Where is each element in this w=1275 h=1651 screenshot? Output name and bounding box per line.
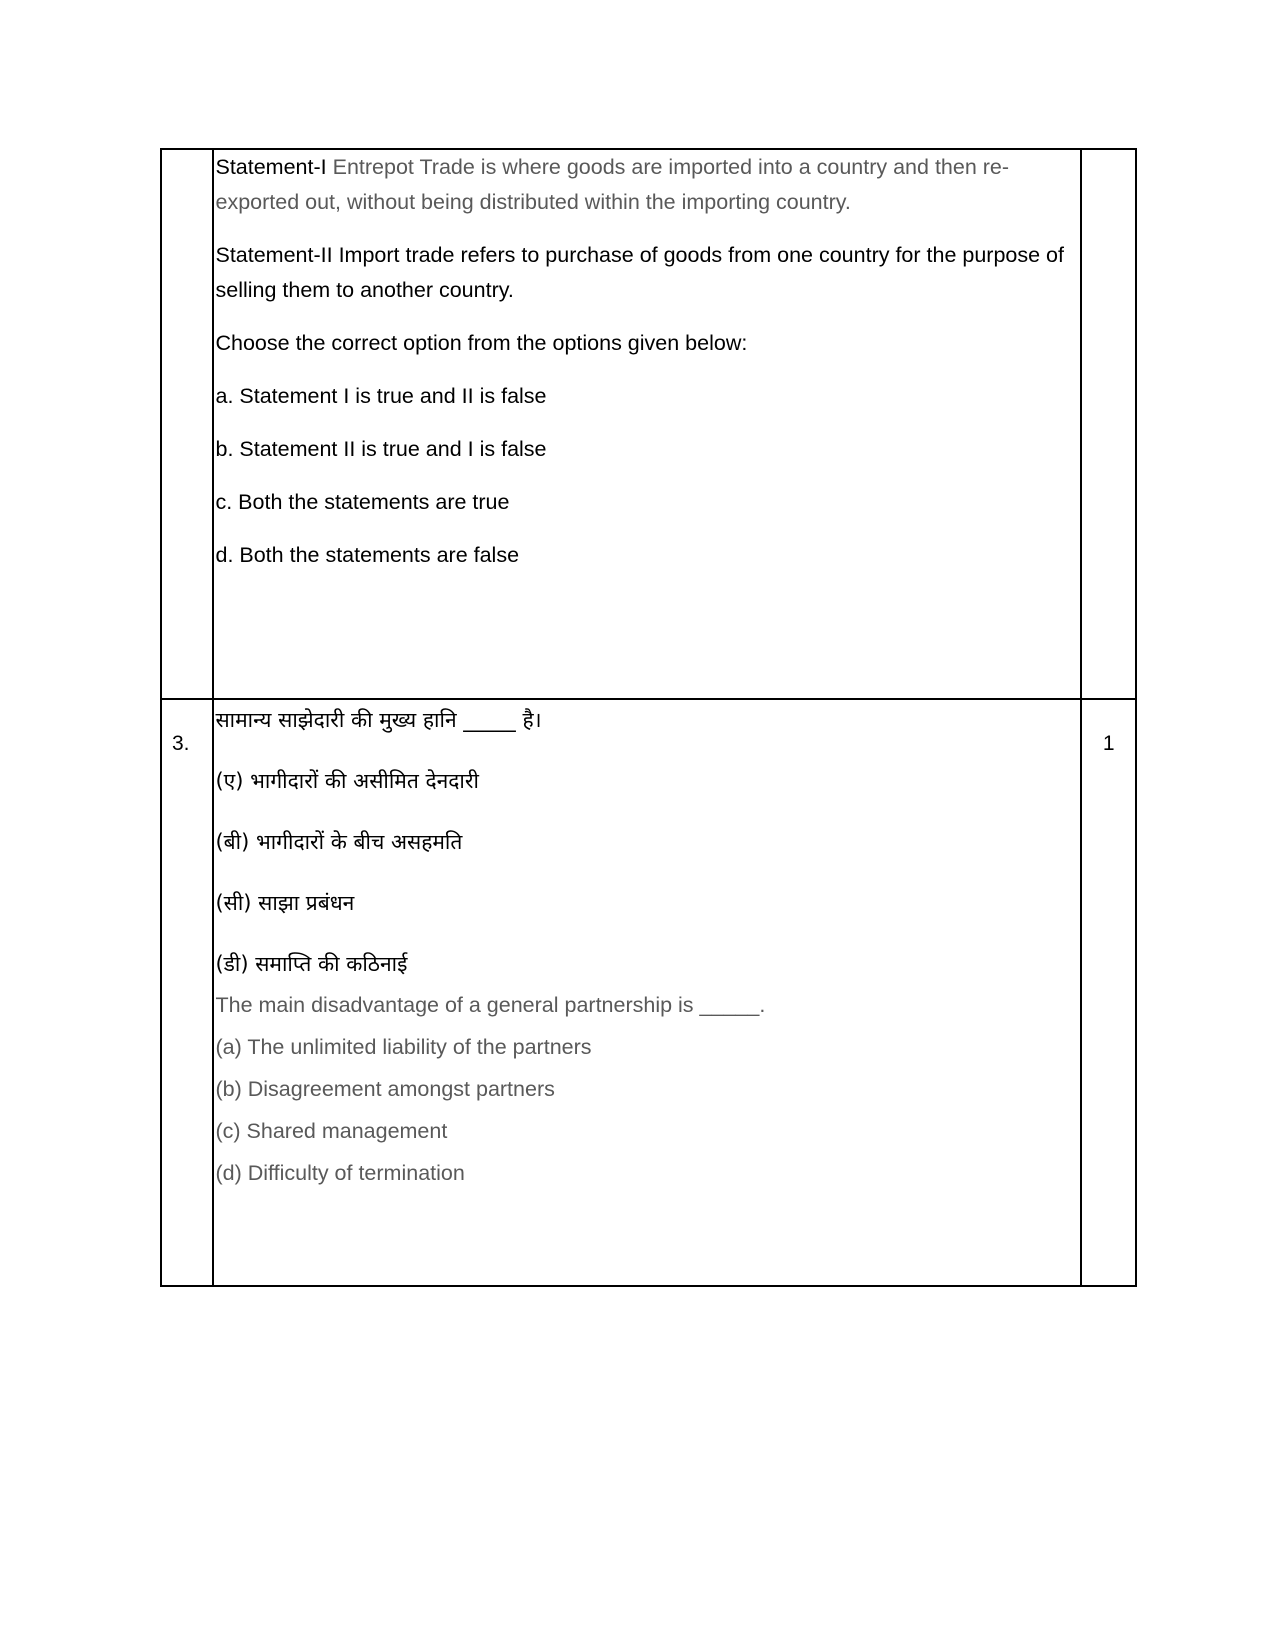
option-b: b. Statement II is true and I is false — [215, 437, 547, 461]
question-table — [160, 148, 1137, 1287]
question-body — [213, 149, 1081, 699]
english-option-c: (c) Shared management — [215, 1119, 448, 1143]
statement-1-label: Statement-I — [215, 155, 327, 179]
english-option-d: (d) Difficulty of termination — [215, 1161, 465, 1185]
hindi-option-b: (बी) भागीदारों के बीच असहमति — [215, 830, 463, 854]
statement-1-text: Entrepot Trade is where goods are imported into a country and then re-exported out, without being distributed within the importing country. — [215, 155, 1010, 214]
marks-cell — [1081, 149, 1136, 699]
hindi-option-a: (ए) भागीदारों की असीमित देनदारी — [215, 769, 479, 793]
option-d: d. Both the statements are false — [215, 543, 520, 567]
marks-cell: 1 — [1081, 699, 1136, 1286]
option-c: c. Both the statements are true — [215, 490, 510, 514]
question-number — [161, 149, 213, 699]
question-row — [161, 149, 1136, 699]
english-question: The main disadvantage of a general partnership is _____. — [215, 993, 766, 1017]
question-row — [161, 699, 1136, 1286]
instruction-text: Choose the correct option from the options given below: — [215, 331, 748, 355]
question-body — [213, 699, 1081, 1286]
english-option-b: (b) Disagreement amongst partners — [215, 1077, 555, 1101]
hindi-question: सामान्य साझेदारी की मुख्य हानि _____ है। — [215, 708, 542, 732]
question-number: 3. — [161, 699, 213, 1286]
statement-1 — [215, 150, 1076, 220]
hindi-option-d: (डी) समाप्ति की कठिनाई — [215, 952, 408, 976]
option-a: a. Statement I is true and II is false — [215, 384, 547, 408]
statement-2: Statement-II Import trade refers to purchase of goods from one country for the purpose of selling them to another country. — [215, 243, 1064, 302]
english-option-a: (a) The unlimited liability of the partners — [215, 1035, 592, 1059]
hindi-option-c: (सी) साझा प्रबंधन — [215, 891, 355, 915]
